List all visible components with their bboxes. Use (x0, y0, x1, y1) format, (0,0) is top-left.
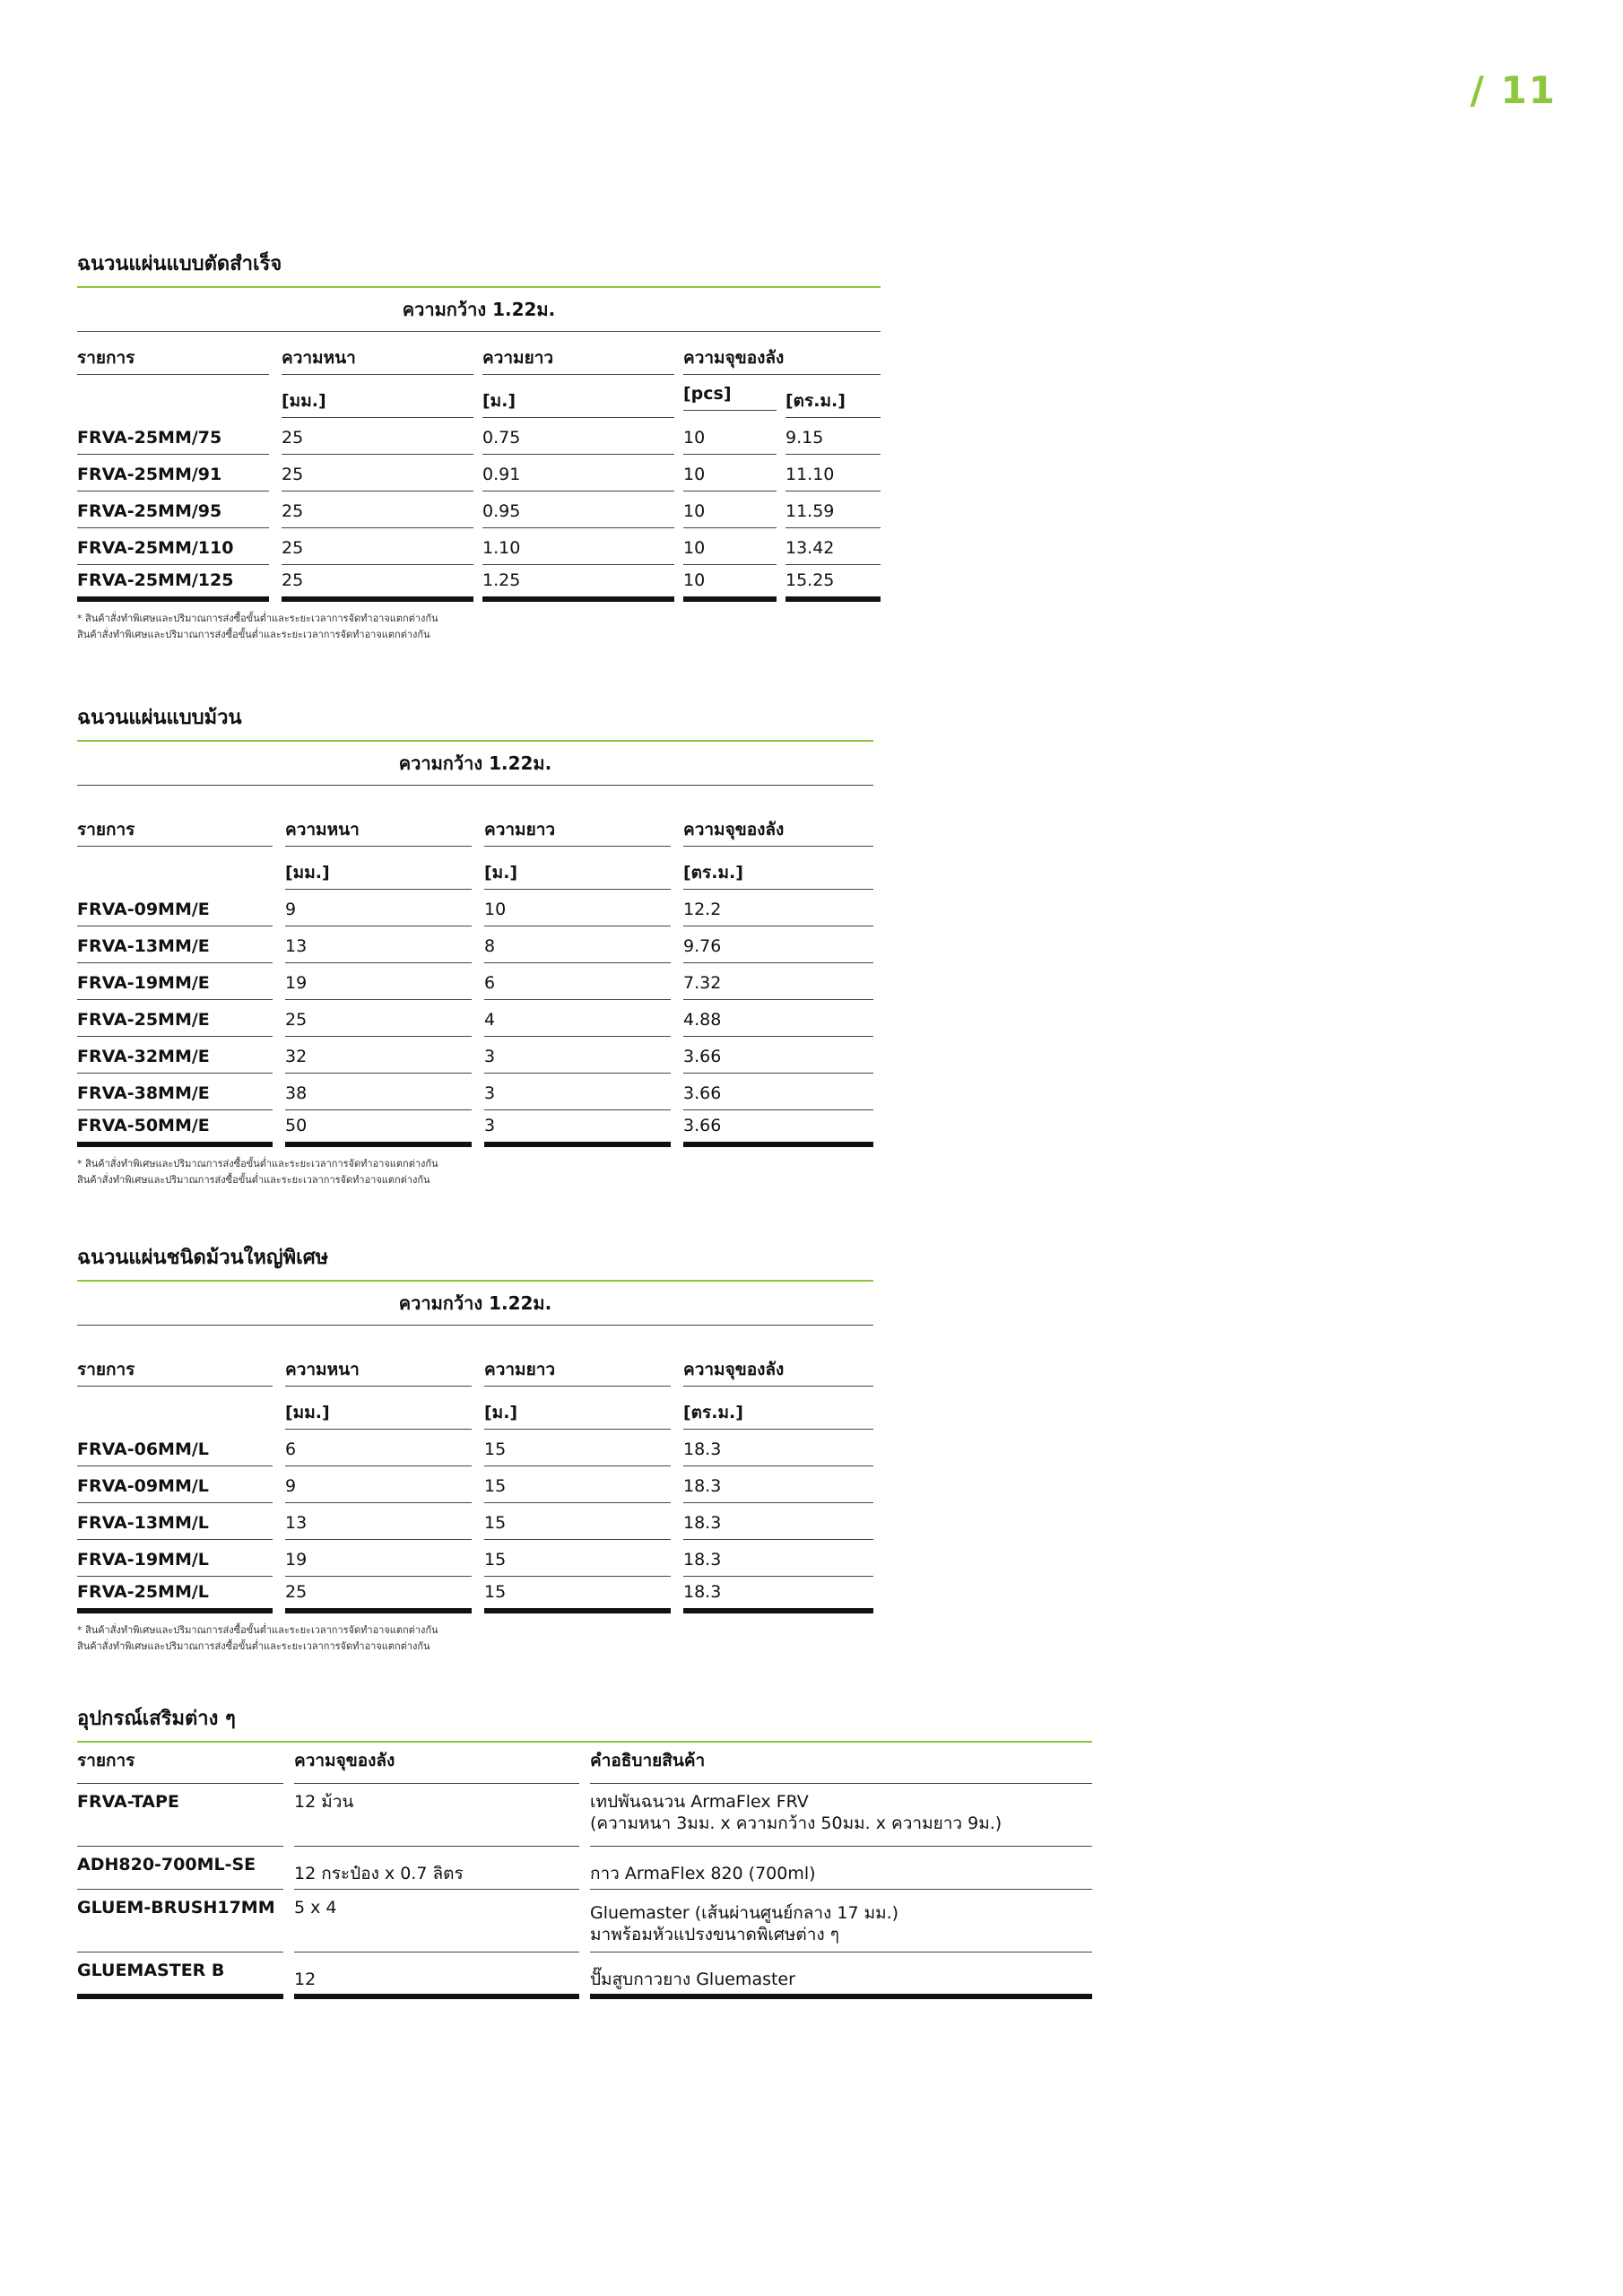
unit-blank (77, 386, 269, 418)
table-row (77, 455, 881, 491)
cell-value: 13.42 (785, 532, 881, 565)
cell-value: 25 (282, 532, 473, 565)
table-row (77, 1000, 873, 1037)
width-label: ความกว้าง 1.22ม. (77, 288, 881, 332)
cell-value: 6 (285, 1433, 472, 1466)
col-header-length: ความยาว (482, 342, 674, 375)
section-large-roll-sheets (77, 1241, 873, 1655)
item-code: GLUEMASTER B (77, 1952, 283, 1999)
unit-sqm: [ตร.ม.] (785, 385, 881, 418)
cell-value: 0.95 (482, 495, 674, 528)
table-row (77, 1503, 873, 1540)
item-code: FRVA-09MM/L (77, 1470, 273, 1503)
page-number: / 11 (1470, 68, 1557, 112)
description (590, 1890, 1092, 1952)
cell-value: 18.3 (683, 1470, 873, 1503)
header-row (77, 1326, 873, 1387)
cell-value: 10 (683, 532, 777, 565)
cell-value: 7.32 (683, 967, 873, 1000)
table-row (77, 963, 873, 1000)
table-row (77, 1577, 873, 1613)
cell-value: 10 (683, 422, 777, 455)
cell-value: 18.3 (683, 1507, 873, 1540)
col-header-capacity: ความจุของลัง (294, 1743, 579, 1784)
width-label: ความกว้าง 1.22ม. (77, 742, 873, 786)
cell-value: 50 (285, 1109, 472, 1147)
cell-value: 9 (285, 893, 472, 926)
item-code: FRVA-50MM/E (77, 1109, 273, 1147)
footnote-line: * สินค้าสั่งทำพิเศษและปริมาณการส่งซื้อขั้นต่ำและระยะเวลาการจัดทำอาจแตกต่างกัน (77, 1624, 438, 1636)
item-code: FRVA-06MM/L (77, 1433, 273, 1466)
item-code: FRVA-TAPE (77, 1784, 283, 1847)
unit-sqm: [ตร.ม.] (683, 857, 873, 890)
description-line: เทปพันฉนวน ArmaFlex FRV (590, 1792, 809, 1812)
unit-pcs: [pcs] (683, 378, 777, 411)
table-row (77, 1890, 1092, 1952)
cell-value: 3.66 (683, 1040, 873, 1074)
cell-value: 38 (285, 1077, 472, 1110)
col-header-thickness: ความหนา (285, 1353, 472, 1387)
cell-value: 9.15 (785, 422, 881, 455)
item-code: FRVA-13MM/E (77, 930, 273, 963)
cell-value: 3 (484, 1109, 671, 1147)
cell-value: 3.66 (683, 1077, 873, 1110)
unit-row (77, 1387, 873, 1430)
table-row (77, 1110, 873, 1147)
cell-value: 19 (285, 967, 472, 1000)
unit-thickness: [มม.] (282, 385, 473, 418)
col-header-description: คำอธิบายสินค้า (590, 1743, 1092, 1784)
col-header-capacity: ความจุของลัง (683, 813, 873, 847)
width-label: ความกว้าง 1.22ม. (77, 1282, 873, 1326)
cell-value: 3 (484, 1040, 671, 1074)
capacity-value: 12 ม้วน (294, 1784, 579, 1847)
item-code: FRVA-25MM/125 (77, 564, 269, 602)
item-code: GLUEM-BRUSH17MM (77, 1890, 283, 1952)
col-header-item: รายการ (77, 342, 269, 375)
footnote-line: * สินค้าสั่งทำพิเศษและปริมาณการส่งซื้อขั้นต่ำและระยะเวลาการจัดทำอาจแตกต่างกัน (77, 1158, 438, 1170)
capacity-value: 12 (294, 1952, 579, 1999)
description-line: ปั๊มสูบกาวยาง Gluemaster (590, 1970, 795, 1989)
cell-value: 10 (683, 495, 777, 528)
cell-value: 1.10 (482, 532, 674, 565)
cell-value: 9.76 (683, 930, 873, 963)
table-row (77, 1466, 873, 1503)
capacity-value: 12 กระป๋อง x 0.7 ลิตร (294, 1847, 579, 1890)
item-code: FRVA-25MM/95 (77, 495, 269, 528)
col-header-capacity: ความจุของลัง (683, 342, 881, 375)
description (590, 1784, 1092, 1847)
cell-value: 32 (285, 1040, 472, 1074)
cell-value: 8 (484, 930, 671, 963)
footnote-line: สินค้าสั่งทำพิเศษและปริมาณการส่งซื้อขั้นต่ำและระยะเวลาการจัดทำอาจแตกต่างกัน (77, 1174, 430, 1186)
table-row (77, 418, 881, 455)
table-row (77, 565, 881, 602)
header-row (77, 786, 873, 847)
item-code: FRVA-25MM/110 (77, 532, 269, 565)
cell-value: 15 (484, 1544, 671, 1577)
item-code: FRVA-25MM/E (77, 1004, 273, 1037)
item-code: FRVA-38MM/E (77, 1077, 273, 1110)
table-row (77, 1847, 1092, 1890)
description (590, 1847, 1092, 1890)
col-header-item: รายการ (77, 1353, 273, 1387)
col-header-item: รายการ (77, 813, 273, 847)
cell-value: 12.2 (683, 893, 873, 926)
cell-value: 15 (484, 1576, 671, 1613)
section-title: อุปกรณ์เสริมต่าง ๆ (77, 1702, 1092, 1743)
table-row (77, 1952, 1092, 1999)
table-row (77, 1074, 873, 1110)
cell-value: 13 (285, 1507, 472, 1540)
description-line: Gluemaster (เส้นผ่านศูนย์กลาง 17 มม.) (590, 1903, 899, 1923)
unit-length: [ม.] (484, 857, 671, 890)
cell-value: 6 (484, 967, 671, 1000)
header-row (77, 332, 881, 375)
footnote (77, 1622, 873, 1655)
cell-value: 25 (282, 495, 473, 528)
cell-value: 18.3 (683, 1433, 873, 1466)
unit-thickness: [มม.] (285, 1396, 472, 1430)
col-header-length: ความยาว (484, 1353, 671, 1387)
col-header-item: รายการ (77, 1743, 283, 1784)
table-row (77, 491, 881, 528)
footnote (77, 611, 881, 643)
cell-value: 25 (285, 1004, 472, 1037)
description-line: กาว ArmaFlex 820 (700ml) (590, 1864, 816, 1883)
unit-length: [ม.] (484, 1396, 671, 1430)
cell-value: 18.3 (683, 1544, 873, 1577)
cell-value: 4 (484, 1004, 671, 1037)
cell-value: 9 (285, 1470, 472, 1503)
cell-value: 10 (484, 893, 671, 926)
section-precut-sheets (77, 248, 881, 643)
item-code: FRVA-19MM/L (77, 1544, 273, 1577)
cell-value: 15 (484, 1470, 671, 1503)
cell-value: 10 (683, 458, 777, 491)
cell-value: 19 (285, 1544, 472, 1577)
col-header-length: ความยาว (484, 813, 671, 847)
cell-value: 18.3 (683, 1576, 873, 1613)
unit-blank (77, 1397, 273, 1430)
unit-sqm: [ตร.ม.] (683, 1396, 873, 1430)
cell-value: 13 (285, 930, 472, 963)
table-row (77, 890, 873, 926)
item-code: FRVA-09MM/E (77, 893, 273, 926)
cell-value: 15 (484, 1433, 671, 1466)
item-code: FRVA-25MM/L (77, 1576, 273, 1613)
cell-value: 0.91 (482, 458, 674, 491)
capacity-value: 5 x 4 (294, 1890, 579, 1952)
cell-value: 25 (282, 458, 473, 491)
cell-value: 15.25 (785, 564, 881, 602)
table-row (77, 926, 873, 963)
unit-row (77, 375, 881, 418)
footnote-line: สินค้าสั่งทำพิเศษและปริมาณการส่งซื้อขั้นต่ำและระยะเวลาการจัดทำอาจแตกต่างกัน (77, 1640, 430, 1652)
footnote (77, 1156, 873, 1188)
table-row (77, 1784, 1092, 1847)
cell-value: 0.75 (482, 422, 674, 455)
unit-row (77, 847, 873, 890)
unit-length: [ม.] (482, 385, 674, 418)
cell-value: 25 (282, 422, 473, 455)
unit-blank (77, 857, 273, 890)
item-code: FRVA-32MM/E (77, 1040, 273, 1074)
col-header-thickness: ความหนา (285, 813, 472, 847)
section-accessories (77, 1702, 1092, 1999)
section-roll-sheets (77, 701, 873, 1188)
unit-thickness: [มม.] (285, 857, 472, 890)
table-row (77, 1540, 873, 1577)
cell-value: 1.25 (482, 564, 674, 602)
item-code: FRVA-13MM/L (77, 1507, 273, 1540)
table-row (77, 1037, 873, 1074)
cell-value: 4.88 (683, 1004, 873, 1037)
col-header-capacity: ความจุของลัง (683, 1353, 873, 1387)
cell-value: 25 (282, 564, 473, 602)
cell-value: 11.59 (785, 495, 881, 528)
item-code: FRVA-25MM/75 (77, 422, 269, 455)
section-title: ฉนวนแผ่นแบบตัดสำเร็จ (77, 248, 881, 288)
cell-value: 15 (484, 1507, 671, 1540)
footnote-line: * สินค้าสั่งทำพิเศษและปริมาณการส่งซื้อขั้นต่ำและระยะเวลาการจัดทำอาจแตกต่างกัน (77, 613, 438, 624)
footnote-line: สินค้าสั่งทำพิเศษและปริมาณการส่งซื้อขั้นต่ำและระยะเวลาการจัดทำอาจแตกต่างกัน (77, 629, 430, 640)
section-title: ฉนวนแผ่นแบบม้วน (77, 701, 873, 742)
description-line: (ความหนา 3มม. x ความกว้าง 50มม. x ความยาว 9ม.) (590, 1813, 1002, 1833)
section-title: ฉนวนแผ่นชนิดม้วนใหญ่พิเศษ (77, 1241, 873, 1282)
item-code: ADH820-700ML-SE (77, 1847, 283, 1890)
table-row (77, 528, 881, 565)
header-row (77, 1743, 1092, 1784)
col-header-thickness: ความหนา (282, 342, 473, 375)
item-code: FRVA-25MM/91 (77, 458, 269, 491)
item-code: FRVA-19MM/E (77, 967, 273, 1000)
cell-value: 11.10 (785, 458, 881, 491)
cell-value: 10 (683, 564, 777, 602)
cell-value: 25 (285, 1576, 472, 1613)
table-row (77, 1430, 873, 1466)
description (590, 1952, 1092, 1999)
cell-value: 3 (484, 1077, 671, 1110)
description-line: มาพร้อมหัวแปรงขนาดพิเศษต่าง ๆ (590, 1925, 839, 1944)
cell-value: 3.66 (683, 1109, 873, 1147)
